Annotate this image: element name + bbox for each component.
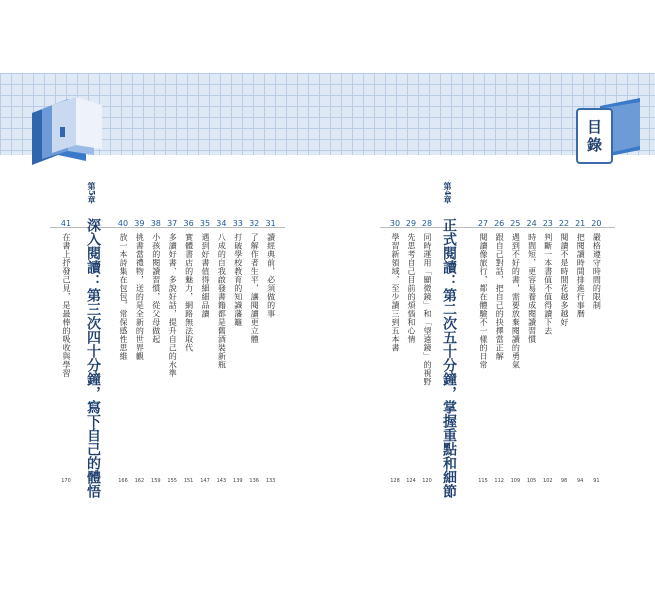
toc-item-number: 35 <box>199 219 211 228</box>
toc-item-page: 105 <box>526 478 537 484</box>
chapter4-label: 第4章 <box>443 182 453 204</box>
title-char-1: 目 <box>586 118 602 136</box>
toc-item-page: 120 <box>422 478 432 484</box>
toc-item-page: 143 <box>216 478 227 484</box>
toc-item-number: 28 <box>421 219 433 228</box>
toc-item-page: 115 <box>478 478 488 484</box>
toc-item-page: 124 <box>406 478 416 484</box>
toc-item-page: 151 <box>183 478 194 484</box>
toc-item-page: 133 <box>265 478 276 484</box>
toc-item-number: 30 <box>389 219 401 228</box>
toc-item-text: 跟自己對話，把自己的抉擇當正解 <box>495 233 505 361</box>
toc-item-number: 37 <box>167 219 178 228</box>
toc-item-page: 94 <box>577 478 584 484</box>
toc-item-page: 155 <box>167 478 177 484</box>
toc-item-text: 遇到不好的書，需要放棄閱讀的勇氣 <box>511 233 521 369</box>
books-illustration <box>28 95 108 165</box>
toc-item-text: 判斷一本書值不值得讀下去 <box>543 233 553 335</box>
toc-item-text: 遇到好書值得細細品讀 <box>201 233 210 318</box>
toc-item-number: 31 <box>265 219 276 228</box>
toc-item-text: 閱讀像旅行，都在體驗不一樣的日常 <box>479 233 488 369</box>
toc-item-text: 嚴格遵守時間的限制 <box>592 233 602 310</box>
chapter5-item-text: 在書上抒發己見，是最棒的吸收與學習 <box>62 233 71 378</box>
chapter5-title: 深入閱讀：第三次四十分鐘，寫下自己的體悟 <box>85 218 101 498</box>
toc-item-text: 打破學校教育的知識藩籬 <box>233 233 243 327</box>
toc-item-page: 166 <box>118 478 128 484</box>
toc-item-number: 32 <box>249 219 260 228</box>
toc-item-page: 159 <box>151 478 161 484</box>
toc-item-text: 同時運用「顯微鏡」和「望遠鏡」的視野 <box>423 233 432 386</box>
toc-title <box>576 108 613 164</box>
toc-item-page: 109 <box>510 478 521 484</box>
toc-item-number: 27 <box>477 219 489 228</box>
chapter4-title: 正式閱讀：第二次五十分鐘，掌握重點和細節 <box>441 218 457 498</box>
toc-item-page: 136 <box>249 478 259 484</box>
toc-item-text: 把閱讀時間排進行事曆 <box>576 233 586 318</box>
toc-item-text: 了解作者生平，讓閱讀更立體 <box>250 233 260 344</box>
toc-item-text: 多讀好書、多說好話，提升自己的水準 <box>168 233 178 378</box>
toc-item-number: 20 <box>591 219 602 228</box>
toc-item-text: 學習新領域，至少讀三到五本書 <box>391 233 400 352</box>
toc-item-page: 102 <box>543 478 553 484</box>
toc-item-page: 112 <box>494 478 504 484</box>
chapter5-item-number: 41 <box>60 219 72 228</box>
toc-item-text: 挑書當禮物，送的是全新的世界觀 <box>135 233 145 361</box>
toc-item-number: 33 <box>232 219 243 228</box>
toc-item-number: 21 <box>575 219 586 228</box>
toc-item-number: 39 <box>134 219 145 228</box>
toc-item-number: 26 <box>494 219 505 228</box>
toc-item-number: 22 <box>558 219 570 228</box>
chapter5-label: 第5章 <box>87 182 97 204</box>
toc-item-text: 八成的自我啟發書籍都是舊酒裝新瓶 <box>217 233 227 369</box>
toc-item-text: 時間短，更容易養成閱讀習慣 <box>527 233 537 344</box>
title-char-2: 錄 <box>586 136 602 154</box>
toc-item-page: 91 <box>593 478 600 484</box>
toc-item-text: 實體書店的魅力，網路無法取代 <box>184 233 194 352</box>
toc-item-number: 40 <box>117 219 129 228</box>
toc-item-number: 25 <box>510 219 521 228</box>
toc-item-text: 先思考自己目前的煩惱和心情 <box>407 233 416 344</box>
toc-item-number: 24 <box>526 219 537 228</box>
toc-item-text: 放一本詩集在包包，常保感性思維 <box>119 233 128 361</box>
chapter5-item-page: 170 <box>61 478 71 484</box>
toc-item-number: 36 <box>183 219 194 228</box>
toc-item-number: 38 <box>150 219 161 228</box>
toc-item-text: 讀經典前，必須做的事 <box>266 233 276 318</box>
toc-item-number: 23 <box>542 219 553 228</box>
toc-item-page: 139 <box>233 478 243 484</box>
toc-item-text: 閱讀不是時間花越多越好 <box>560 233 569 327</box>
toc-item-number: 29 <box>405 219 417 228</box>
toc-item-page: 128 <box>390 478 400 484</box>
toc-item-page: 147 <box>200 478 210 484</box>
toc-item-text: 小孩的閱讀習慣，從父母做起 <box>151 233 161 344</box>
toc-item-page: 98 <box>560 478 568 484</box>
toc-item-page: 162 <box>134 478 145 484</box>
toc-item-number: 34 <box>216 219 227 228</box>
